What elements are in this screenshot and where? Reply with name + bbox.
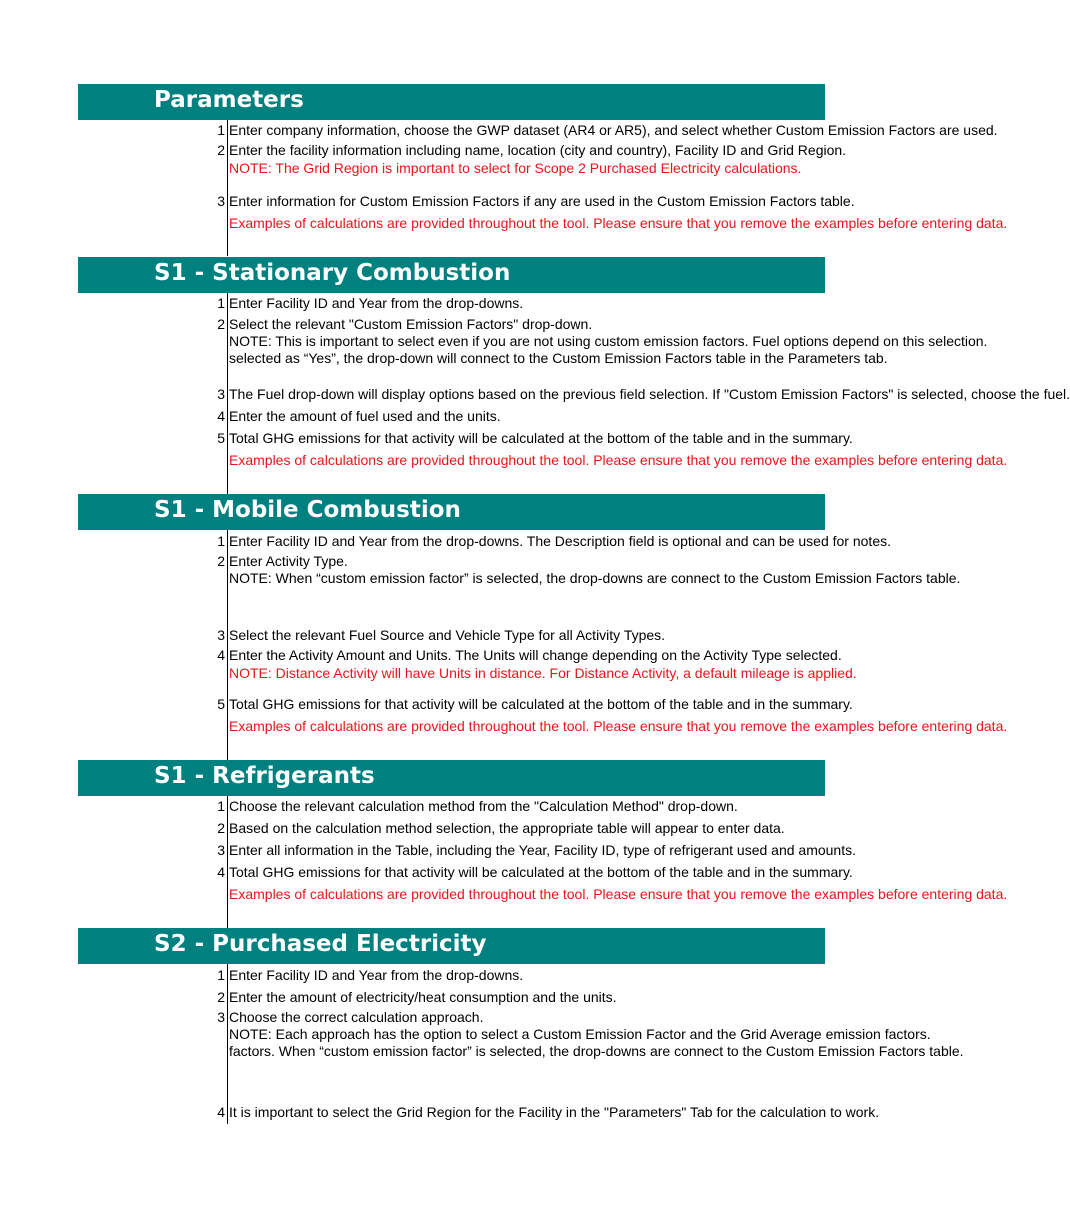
step-number: 4 xyxy=(217,864,225,880)
step-number: 2 xyxy=(217,989,225,1005)
step-number: 1 xyxy=(217,798,225,814)
section-header-purchased-electricity[interactable] xyxy=(78,928,825,964)
step-number: 2 xyxy=(217,142,225,158)
example-note-row[interactable] xyxy=(0,885,1008,903)
step-number: 2 xyxy=(217,553,225,569)
step-text: Enter information for Custom Emission Factors if any are used in the Custom Emission Factors table. xyxy=(229,193,855,209)
step-text: The Fuel drop-down will display options based on the previous field selection. If "Custom Emission Factors" is selected, choose the fuel. xyxy=(229,386,1070,402)
step-number: 1 xyxy=(217,533,225,549)
note-text: NOTE: Each approach has the option to select a Custom Emission Factor and the Grid Average emission factors. xyxy=(229,1026,931,1042)
step-text: Enter Activity Type. xyxy=(229,553,348,569)
step-number: 3 xyxy=(217,1009,225,1025)
example-note-row[interactable] xyxy=(0,717,1008,735)
instruction-row[interactable] xyxy=(0,863,853,881)
step-text: It is important to select the Grid Region for the Facility in the "Parameters" Tab for the calculation to work. xyxy=(229,1104,880,1120)
example-note-text: Examples of calculations are provided throughout the tool. Please ensure that you remove the examples before entering data. xyxy=(229,886,1008,902)
section-title: S1 - Mobile Combustion xyxy=(154,497,461,523)
step-number: 2 xyxy=(217,820,225,836)
note-row[interactable] xyxy=(0,569,961,587)
note-row[interactable] xyxy=(0,159,825,177)
step-text: Enter the amount of fuel used and the units. xyxy=(229,408,501,424)
instruction-row[interactable] xyxy=(0,646,842,664)
instruction-row[interactable] xyxy=(0,121,998,139)
instruction-row[interactable] xyxy=(0,841,856,859)
note-text: factors. When “custom emission factor” is selected, the drop-downs are connect to the Custom Emission Factors table. xyxy=(229,1043,964,1059)
note-row[interactable] xyxy=(0,664,857,682)
note-text: NOTE: This is important to select even if you are not using custom emission factors. Fuel options depend on this selection. xyxy=(229,333,988,349)
instruction-row[interactable] xyxy=(0,552,825,570)
instruction-row[interactable] xyxy=(0,192,855,210)
instruction-row[interactable] xyxy=(0,315,825,333)
example-note-text: Examples of calculations are provided throughout the tool. Please ensure that you remove the examples before entering data. xyxy=(229,215,1008,231)
note-row[interactable] xyxy=(0,1042,964,1060)
instruction-row[interactable] xyxy=(0,819,825,837)
step-text: Enter company information, choose the GWP dataset (AR4 or AR5), and select whether Custom Emission Factors are used. xyxy=(229,122,998,138)
step-text: Enter all information in the Table, including the Year, Facility ID, type of refrigerant used and amounts. xyxy=(229,842,856,858)
step-text: Choose the relevant calculation method from the "Calculation Method" drop-down. xyxy=(229,798,738,814)
step-number: 3 xyxy=(217,193,225,209)
instruction-row[interactable] xyxy=(0,797,825,815)
instruction-row[interactable] xyxy=(0,532,891,550)
step-text: Enter Facility ID and Year from the drop-downs. The Description field is optional and can be used for notes. xyxy=(229,533,891,549)
step-number: 4 xyxy=(217,1104,225,1120)
instruction-row[interactable] xyxy=(0,1008,825,1026)
instruction-row[interactable] xyxy=(0,429,853,447)
step-text: Select the relevant "Custom Emission Factors" drop-down. xyxy=(229,316,593,332)
step-number: 4 xyxy=(217,408,225,424)
step-number: 4 xyxy=(217,647,225,663)
step-text: Enter Facility ID and Year from the drop-downs. xyxy=(229,967,524,983)
section-title: S2 - Purchased Electricity xyxy=(154,931,487,957)
section-title: Parameters xyxy=(154,87,304,113)
step-number: 1 xyxy=(217,122,225,138)
instruction-row[interactable] xyxy=(0,966,825,984)
step-number: 1 xyxy=(217,967,225,983)
step-text: Select the relevant Fuel Source and Vehicle Type for all Activity Types. xyxy=(229,627,666,643)
instruction-row[interactable] xyxy=(0,385,1070,403)
section-header-mobile-combustion[interactable] xyxy=(78,494,825,530)
column-divider xyxy=(227,796,228,928)
step-number: 5 xyxy=(217,430,225,446)
step-text: Enter Facility ID and Year from the drop-downs. xyxy=(229,295,524,311)
example-note-row[interactable] xyxy=(0,214,1008,232)
note-text: NOTE: The Grid Region is important to select for Scope 2 Purchased Electricity calculations. xyxy=(229,160,802,176)
example-note-row[interactable] xyxy=(0,451,1008,469)
instruction-row[interactable] xyxy=(0,294,825,312)
step-number: 1 xyxy=(217,295,225,311)
note-row[interactable] xyxy=(0,1025,931,1043)
note-row[interactable] xyxy=(0,332,988,350)
section-title: S1 - Stationary Combustion xyxy=(154,260,511,286)
step-text: Based on the calculation method selection, the appropriate table will appear to enter data. xyxy=(229,820,785,836)
step-text: Enter the amount of electricity/heat consumption and the units. xyxy=(229,989,617,1005)
instruction-row[interactable] xyxy=(0,1103,880,1121)
step-text: Choose the correct calculation approach. xyxy=(229,1009,484,1025)
note-text: selected as “Yes”, the drop-down will connect to the Custom Emission Factors table in the Parameters tab. xyxy=(229,350,888,366)
section-title: S1 - Refrigerants xyxy=(154,763,375,789)
example-note-text: Examples of calculations are provided throughout the tool. Please ensure that you remove the examples before entering data. xyxy=(229,452,1008,468)
example-note-text: Examples of calculations are provided throughout the tool. Please ensure that you remove the examples before entering data. xyxy=(229,718,1008,734)
section-header-parameters[interactable] xyxy=(78,84,825,120)
instruction-row[interactable] xyxy=(0,695,853,713)
step-text: Enter the Activity Amount and Units. The Units will change depending on the Activity Type selected. xyxy=(229,647,842,663)
step-number: 3 xyxy=(217,386,225,402)
step-number: 2 xyxy=(217,316,225,332)
step-number: 3 xyxy=(217,627,225,643)
instruction-row[interactable] xyxy=(0,988,825,1006)
step-text: Total GHG emissions for that activity will be calculated at the bottom of the table and in the summary. xyxy=(229,696,853,712)
step-text: Enter the facility information including name, location (city and country), Facility ID and Grid Region. xyxy=(229,142,847,158)
note-text: NOTE: When “custom emission factor” is selected, the drop-downs are connect to the Custom Emission Factors table. xyxy=(229,570,961,586)
step-number: 5 xyxy=(217,696,225,712)
instruction-row[interactable] xyxy=(0,626,825,644)
step-number: 3 xyxy=(217,842,225,858)
note-row[interactable] xyxy=(0,349,888,367)
instruction-row[interactable] xyxy=(0,407,825,425)
section-header-stationary-combustion[interactable] xyxy=(78,257,825,293)
note-text: NOTE: Distance Activity will have Units in distance. For Distance Activity, a default mileage is applied. xyxy=(229,665,857,681)
section-header-refrigerants[interactable] xyxy=(78,760,825,796)
step-text: Total GHG emissions for that activity will be calculated at the bottom of the table and in the summary. xyxy=(229,864,853,880)
instruction-row[interactable] xyxy=(0,141,847,159)
step-text: Total GHG emissions for that activity will be calculated at the bottom of the table and in the summary. xyxy=(229,430,853,446)
